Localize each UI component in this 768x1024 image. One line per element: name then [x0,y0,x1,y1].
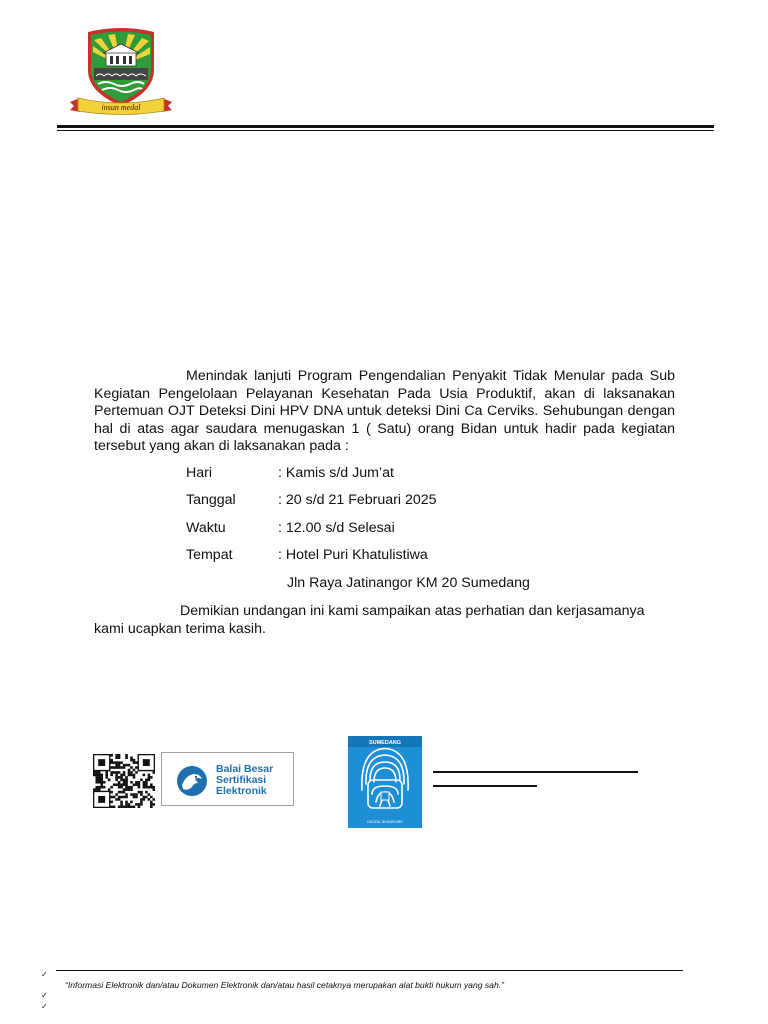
check-mark-icon: ✓ [41,991,48,1000]
bsre-line: Balai Besar [216,763,274,775]
logo-motto: insun medal [101,103,141,112]
bsre-emblem-icon [176,765,208,797]
bsre-line: Sertifikasi [216,774,267,786]
detail-value: : Kamis s/d Jum’at [278,465,394,481]
closing-paragraph [94,602,675,638]
detail-value: : 20 s/d 21 Februari 2025 [278,492,437,508]
qr-code [93,754,155,808]
bsre-line: Elektronik [216,785,267,797]
bsre-logo [161,752,294,806]
check-mark-icon: ✓ [41,1002,48,1011]
detail-label: Tanggal [186,492,236,508]
detail-label: Tempat [186,547,233,563]
digital-signature-badge [348,736,422,828]
header-divider [57,125,714,128]
body-paragraph [94,368,675,456]
check-mark-icon: ✓ [41,970,48,979]
legal-note: “Informasi Elektronik dan/atau Dokumen Elektronik dan/atau hasil cetaknya merupakan alat bukti hukum yang sah.” [65,980,504,990]
closing-paragraph-text: Demikian undangan ini kami sampaikan atas perhatian dan kerjasamanya kami ucapkan terima kasih. [94,603,645,637]
signature-line-short [433,785,537,787]
detail-value: : Hotel Puri Khatulistiwa [278,547,428,563]
detail-label: Hari [186,465,213,481]
venue-address: Jln Raya Jatinangor KM 20 Sumedang [287,575,530,591]
regency-logo [68,26,174,116]
detail-label: Waktu [186,520,226,536]
signature-line [433,771,638,773]
header-divider-thin [57,130,714,131]
badge-caption: DIGITAL SIGNATURE [367,820,403,824]
detail-value: : 12.00 s/d Selesai [278,520,395,536]
footer-divider [56,970,683,971]
bsre-name [216,764,294,797]
body-paragraph-text: Menindak lanjuti Program Pengendalian Penyakit Tidak Menular pada Sub Kegiatan Pengelolaan Pelayanan Kesehatan Pada Usia Produktif, akan di laksanakan Pertemuan OJT Deteksi Dini HPV DNA untuk deteksi Dini Ca Cerviks. Sehubungan dengan hal di atas agar saudara menugaskan 1 ( Satu) orang Bidan untuk hadir pada kegiatan tersebut yang akan di laksanakan pada : [94,368,675,455]
badge-title: SUMEDANG [368,740,402,746]
